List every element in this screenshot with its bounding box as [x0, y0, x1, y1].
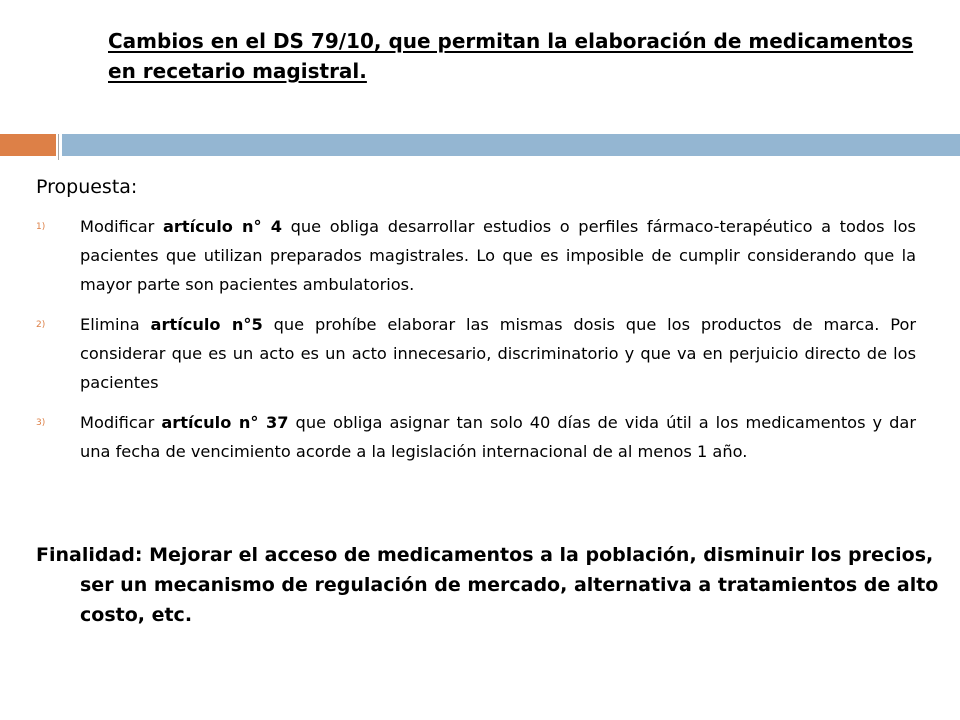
finalidad-paragraph: Finalidad: Mejorar el acceso de medicamentos a la población, disminuir los precios, ser un mecanismo de regulación de mercado, alternativa a tratamientos de alto costo, etc. [36, 544, 939, 626]
list-item-text [80, 310, 916, 397]
item-article-ref: artículo n°5 [150, 315, 263, 334]
item-text-pre: Modificar [80, 413, 162, 432]
item-text-pre: Modificar [80, 217, 163, 236]
list-item-text [80, 408, 916, 466]
accent-bar-blue [62, 134, 960, 156]
accent-bar-orange [0, 134, 56, 156]
list-item [36, 310, 916, 397]
list-item [36, 212, 916, 299]
item-article-ref: artículo n° 4 [162, 217, 283, 236]
slide-title: Cambios en el DS 79/10, que permitan la elaboración de medicamentos en recetario magistral. [108, 29, 914, 83]
list-number: 3) [36, 418, 46, 428]
item-text-post: que obliga desarrollar estudios o perfiles fármaco-terapéutico a todos los pacientes que utilizan preparados magistrales. Lo que es imposible de cumplir considerando que la mayor parte son pacientes ambulatorios. [80, 217, 916, 294]
item-text-pre: Elimina [80, 315, 151, 334]
divider-line [58, 134, 59, 160]
list-item [36, 408, 916, 466]
propuesta-list [36, 212, 916, 477]
list-number: 1) [36, 222, 46, 232]
item-text-post: que obliga asignar tan solo 40 días de vida útil a los medicamentos y dar una fecha de vencimiento acorde a la legislación internacional de al menos 1 año. [80, 413, 916, 461]
list-number: 2) [36, 320, 46, 330]
propuesta-heading: Propuesta: [36, 176, 138, 198]
item-text-post: que prohíbe elaborar las mismas dosis que los productos de marca. Por considerar que es un acto es un acto innecesario, discriminatorio y que va en perjuicio directo de los pacientes [80, 315, 916, 392]
item-article-ref: artículo n° 37 [161, 413, 289, 432]
list-item-text [80, 212, 916, 299]
